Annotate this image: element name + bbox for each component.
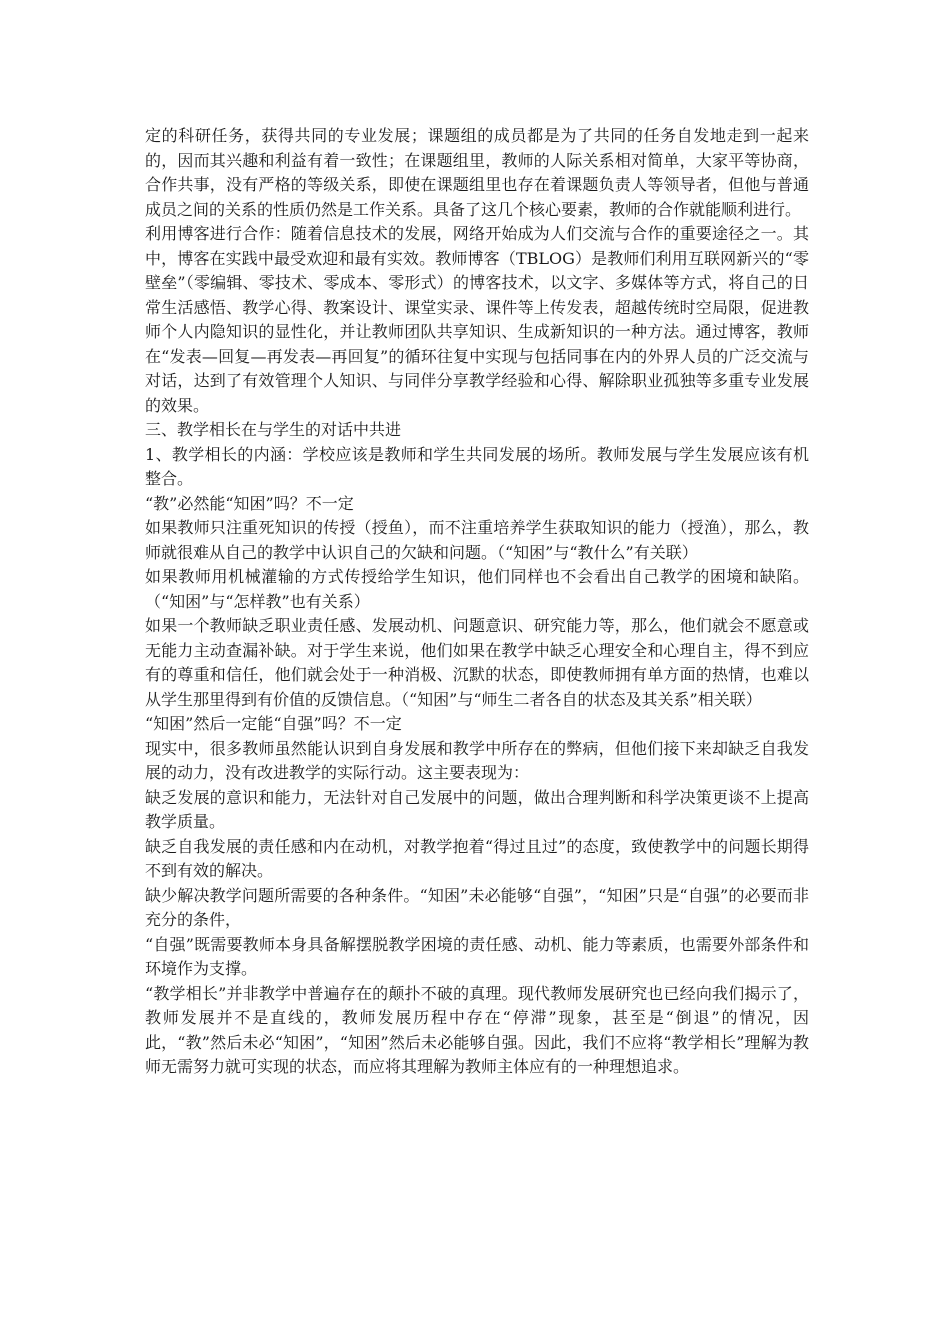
paragraph-mechanical: 如果教师用机械灌输的方式传授给学生知识，他们同样也不会看出自己教学的困境和缺陷。（“知困”与“怎样教”也有关系） bbox=[145, 567, 809, 611]
paragraph-lack-motivation: 缺乏自我发展的责任感和内在动机，对教学抱着“得过且过”的态度，致使教学中的问题长期得不到有效的解决。 bbox=[145, 836, 809, 880]
paragraph-research-group: 定的科研任务，获得共同的专业发展；课题组的成员都是为了共同的任务自发地走到一起来的，因而其兴趣和利益有着一致性；在课题组里，教师的人际关系相对简单，大家平等协商，合作共事，没有严格的等级关系，即使在课题组里也存在着课题负责人等领导者，但他与普通成员之间的关系的性质仍然是工作关系。具备了这几个核心要素，教师的合作就能顺利进行。 bbox=[145, 126, 809, 219]
subheading-know-strengthen: “知困”然后一定能“自强”吗？不一定 bbox=[145, 714, 402, 733]
paragraph-reality: 现实中，很多教师虽然能认识到自身发展和教学中所存在的弊病，但他们接下来却缺乏自我发展的动力，没有改进教学的实际行动。这主要表现为： bbox=[145, 738, 809, 782]
subheading-teach-know: “教”必然能“知困”吗？不一定 bbox=[145, 493, 354, 513]
paragraph-dead-knowledge: 如果教师只注重死知识的传授（授鱼），而不注重培养学生获取知识的能力（授渔），那么，教师就很难从自己的教学中认识自己的欠缺和问题。（“知困”与“教什么”有关联） bbox=[145, 518, 809, 562]
paragraph-lack-conditions: 缺少解决教学问题所需要的各种条件。“知困”未必能够“自强”，“知困”只是“自强”的必要而非充分的条件， bbox=[145, 885, 809, 929]
paragraph-conclusion: “教学相长”并非教学中普遍存在的颠扑不破的真理。现代教师发展研究也已经向我们揭示了，教师发展并不是直线的，教师发展历程中存在“停滞”现象，甚至是“倒退”的情况，因此，“教”然后未必“知困”，“知困”然后未必能够自强。因此，我们不应将“教学相长”理解为教师无需努力就可实现的状态，而应将其理解为教师主体应有的一种理想追求。 bbox=[145, 983, 809, 1076]
paragraph-responsibility: 如果一个教师缺乏职业责任感、发展动机、问题意识、研究能力等，那么，他们就会不愿意或无能力主动查漏补缺。对于学生来说，他们如果在教学中缺乏心理安全和心理自主，得不到应有的尊重和信任，他们就会处于一种消极、沉默的状态，即使教师拥有单方面的热情，也难以从学生那里得到有价值的反馈信息。（“知困”与“师生二者各自的状态及其关系”相关联） bbox=[145, 616, 809, 709]
section-heading-3: 三、教学相长在与学生的对话中共进 bbox=[145, 420, 402, 439]
paragraph-blog-cooperation: 利用博客进行合作：随着信息技术的发展，网络开始成为人们交流与合作的重要途径之一。其中，博客在实践中最受欢迎和最有实效。教师博客（TBLOG）是教师们利用互联网新兴的“零壁垒”（零编辑、零技术、零成本、零形式）的博客技术，以文字、多媒体等方式，将自己的日常生活感悟、教学心得、教案设计、课堂实录、课件等上传发表，超越传统时空局限，促进教师个人内隐知识的显性化，并让教师团队共享知识、生成新知识的一种方法。通过博客，教师在“发表—回复—再发表—再回复”的循环往复中实现与包括同事在内的外界人员的广泛交流与对话，达到了有效管理个人知识、与同伴分享教学经验和心得、解除职业孤独等多重专业发展的效果。 bbox=[145, 224, 809, 415]
document-page bbox=[145, 124, 809, 1080]
paragraph-lack-awareness: 缺乏发展的意识和能力，无法针对自己发展中的问题，做出合理判断和科学决策更谈不上提高教学质量。 bbox=[145, 787, 809, 831]
paragraph-self-strengthen: “自强”既需要教师本身具备解摆脱教学困境的责任感、动机、能力等素质，也需要外部条件和环境作为支撑。 bbox=[145, 934, 809, 978]
paragraph-meaning: 1、教学相长的内涵：学校应该是教师和学生共同发展的场所。教师发展与学生发展应该有机整合。 bbox=[145, 444, 809, 488]
